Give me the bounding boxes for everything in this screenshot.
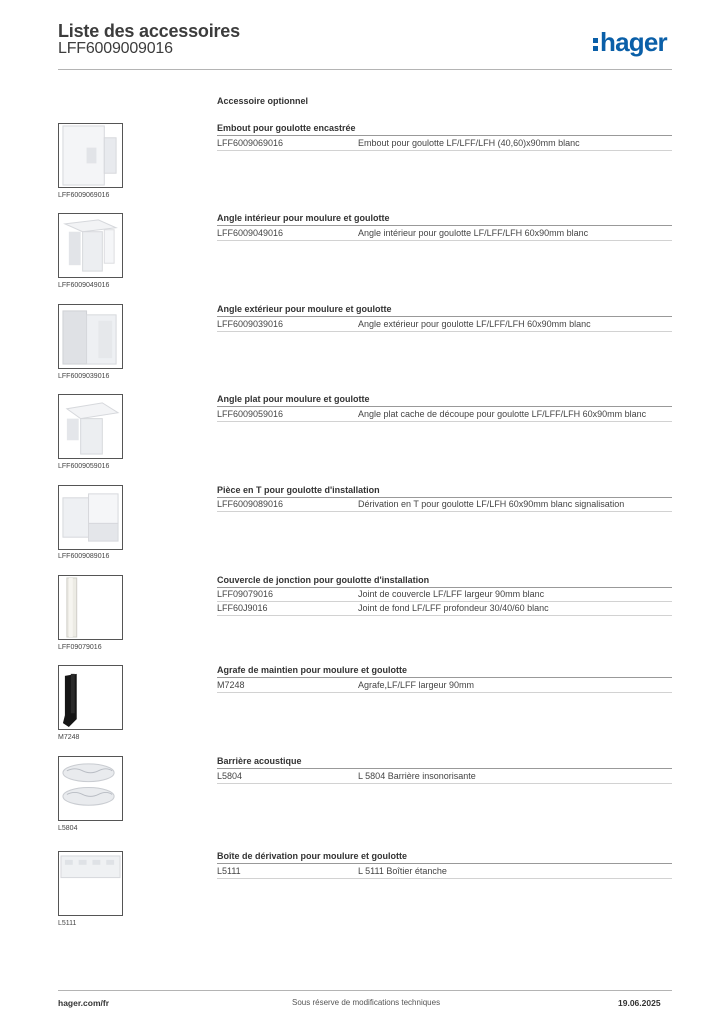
t-piece-icon [58,485,123,550]
acoustic-barrier-icon [58,756,123,821]
joint-cover-icon [58,575,123,640]
article-code: LFF6009039016 [217,319,284,329]
row-divider [217,511,672,512]
article-code: LFF6009089016 [217,499,284,509]
article-description: Embout pour goulotte LF/LFF/LFH (40,60)x90mm blanc [358,138,580,148]
article-code: L5804 [217,771,243,781]
logo-text: hager [600,26,667,57]
row-divider [217,331,672,332]
image-label: L5111 [58,920,77,927]
article-description: L 5804 Barrière insonorisante [358,771,476,781]
article-description: Angle plat cache de découpe pour goulotte LF/LFF/LFH 60x90mm blanc [358,409,647,419]
page-subtitle: LFF6009009016 [58,40,173,57]
category-title: Barrière acoustique [217,756,302,766]
category-title: Angle intérieur pour moulure et goulotte [217,213,390,223]
clip-icon [58,665,123,730]
article-description: Dérivation en T pour goulotte LF/LFH 60x90mm blanc signalisation [358,499,625,509]
row-divider [217,421,672,422]
row-divider [217,692,672,693]
article-code: M7248 [217,680,245,690]
category-divider [217,497,672,498]
image-label: LFF6009089016 [58,553,110,560]
image-label: LFF6009069016 [58,192,110,199]
article-description: Joint de couvercle LF/LFF largeur 90mm blanc [358,589,545,599]
article-code: LFF6009049016 [217,228,284,238]
junction-box-icon [58,851,123,916]
end-cap-icon [58,123,123,188]
section-heading: Accessoire optionnel [217,96,309,106]
category-divider [217,863,672,864]
article-code: LFF09079016 [217,589,274,599]
footer-website-link[interactable]: hager.com/fr [58,998,110,1008]
row-divider [217,878,672,879]
image-label: L5804 [58,825,78,832]
header-divider [58,69,672,70]
category-divider [217,225,672,226]
category-divider [217,135,672,136]
article-description: Angle extérieur pour goulotte LF/LFF/LFH 60x90mm blanc [358,319,591,329]
category-divider [217,406,672,407]
row-divider [217,783,672,784]
flat-angle-icon [58,394,123,459]
image-label: LFF09079016 [58,644,102,651]
category-title: Angle plat pour moulure et goulotte [217,394,370,404]
page-title: Liste des accessoires [58,21,240,41]
article-code: LFF6009059016 [217,409,284,419]
article-description: Angle intérieur pour goulotte LF/LFF/LFH 60x90mm blanc [358,228,589,238]
category-title: Agrafe de maintien pour moulure et goulotte [217,665,408,675]
image-label: LFF6009059016 [58,463,110,470]
row-divider [217,150,672,151]
category-title: Pièce en T pour goulotte d'installation [217,485,380,495]
category-divider [217,587,672,588]
article-code: LFF60J9016 [217,603,268,613]
article-description: Joint de fond LF/LFF profondeur 30/40/60 blanc [358,603,549,613]
hager-logo [593,26,667,58]
category-title: Boîte de dérivation pour moulure et goulotte [217,851,408,861]
row-divider [217,615,672,616]
image-label: LFF6009039016 [58,373,110,380]
row-divider [217,240,672,241]
category-divider [217,316,672,317]
category-divider [217,768,672,769]
category-title: Couvercle de jonction pour goulotte d'installation [217,575,430,585]
footer-notice: Sous réserve de modifications techniques [292,998,441,1007]
article-code: LFF6009069016 [217,138,284,148]
article-description: L 5111 Boîtier étanche [358,866,447,876]
category-title: Embout pour goulotte encastrée [217,123,356,133]
image-label: M7248 [58,734,80,741]
article-code: L5111 [217,866,241,876]
logo-colon-icon [593,38,598,51]
footer-divider [58,990,672,991]
footer-date: 19.06.2025 [618,998,661,1008]
row-divider [217,601,672,602]
article-description: Agrafe,LF/LFF largeur 90mm [358,680,475,690]
inner-angle-icon [58,213,123,278]
category-divider [217,677,672,678]
outer-angle-icon [58,304,123,369]
category-title: Angle extérieur pour moulure et goulotte [217,304,392,314]
image-label: LFF6009049016 [58,282,110,289]
